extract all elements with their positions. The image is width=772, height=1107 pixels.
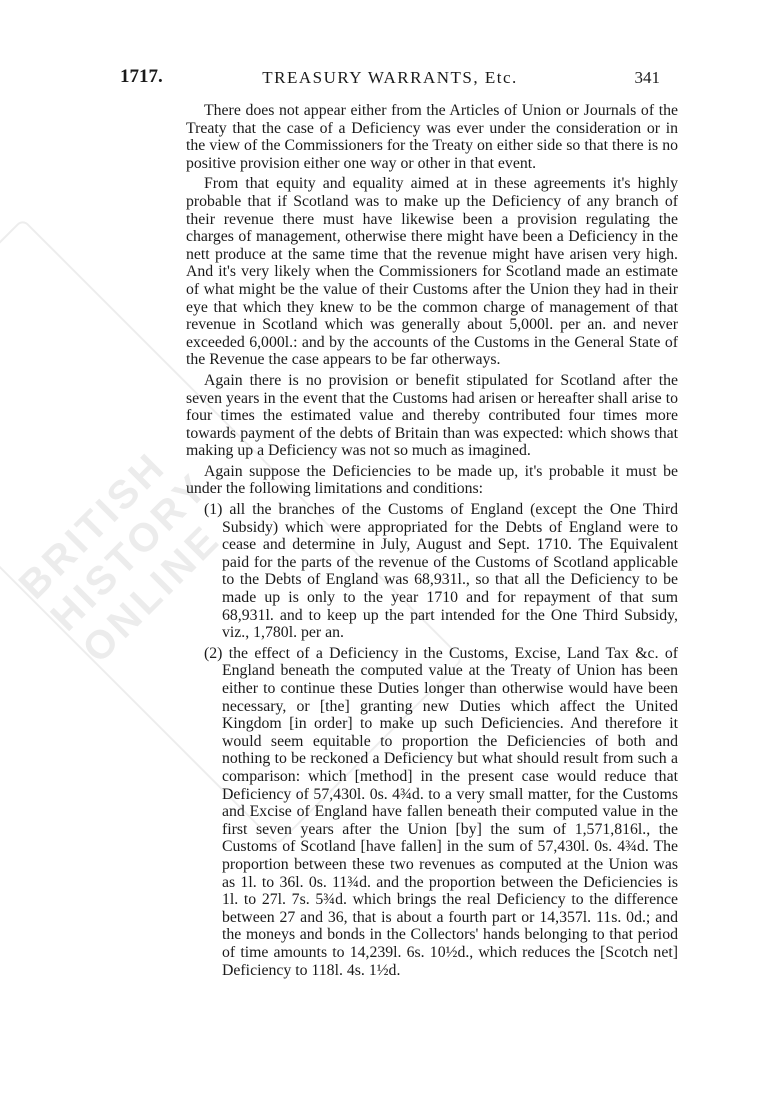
paragraph: Again suppose the Deficiencies to be made up, it's probable it must be under the following limitations and conditions: <box>186 462 678 498</box>
paragraph: There does not appear either from the Articles of Union or Journals of the Treaty that the case of a Deficiency was ever under the consideration or in the view of the Commissioners for the Treaty on either side so that there is no positive provision either one way or other in that event. <box>186 102 678 172</box>
header-year: 1717. <box>120 66 163 87</box>
page-header <box>120 66 660 92</box>
running-title: TREASURY WARRANTS, Etc. <box>262 68 518 87</box>
paragraph: Again there is no provision or benefit stipulated for Scotland after the seven years in the event that the Customs had arisen or hereafter shall arise to four times the estimated value and thereby contributed four times more towards payment of the debts of Britain than was expected: which shows that making up a Deficiency was not so much as imagined. <box>186 371 678 460</box>
page-body <box>186 102 678 982</box>
watermark-stamp: BRITISH HISTORY ONLINE <box>0 218 464 846</box>
clause-2: (2) the effect of a Deficiency in the Customs, Excise, Land Tax &c. of England beneath the computed value at the Treaty of Union has been either to continue these Duties longer than otherwise would have been necessary, or [the] granting new Duties which affect the United Kingdom [in order] to make up such Deficiencies. And therefore it would seem equitable to proportion the Deficiencies of both and nothing to be reckoned a Deficiency but what should result from such a comparison: which [method] in the present case would reduce that Deficiency of 57,430l. 0s. 4¾d. to a very small matter, for the Customs and Excise of England have fallen beneath their computed value in the first seven years after the Union [by] the sum of 1,571,816l., the Customs of Scotland [have fallen] in the sum of 57,430l. 0s. 4¾d. The proportion between these two revenues as computed at the Union was as 1l. to 36l. 0s. 11¾d. and the proportion between the Deficiencies is 1l. to 27l. 7s. 5¾d. which brings the real Deficiency to the difference between 27 and 36, that is about a fourth part or 14,357l. 11s. 0d.; and the moneys and bonds in the Collectors' hands belonging to that period of time amounts to 14,239l. 6s. 10½d., which reduces the [Scotch net] Deficiency to 118l. 4s. 1½d. <box>204 644 678 979</box>
clause-1: (1) all the branches of the Customs of England (except the One Third Subsidy) which were appropriated for the Debts of England were to cease and determine in July, August and Sept. 1710. The Equivalent paid for the parts of the revenue of the Customs of Scotland applicable to the Debts of England was 68,931l., so that all the Deficiency to be made up is only to the year 1710 and for repayment of that sum 68,931l. and to keep up the part intended for the One Third Subsidy, viz., 1,780l. per an. <box>204 501 678 642</box>
paragraph: From that equity and equality aimed at in these agreements it's highly probable that if Scotland was to make up the Deficiency of any branch of their revenue there must have likewise been a provision regulating the charges of management, otherwise there might have been a Deficiency in the nett produce at the same time that the revenue might have arisen very high. And it's very likely when the Commissioners for Scotland made an estimate of what might be the value of their Customs after the Union they had in their eye that which they knew to be the common charge of management of that revenue in Scotland which was generally about 5,000l. per an. and never exceeded 6,000l.: and by the accounts of the Customs in the General State of the Revenue the case appears to be far otherways. <box>186 175 678 369</box>
page-number: 341 <box>634 68 660 87</box>
